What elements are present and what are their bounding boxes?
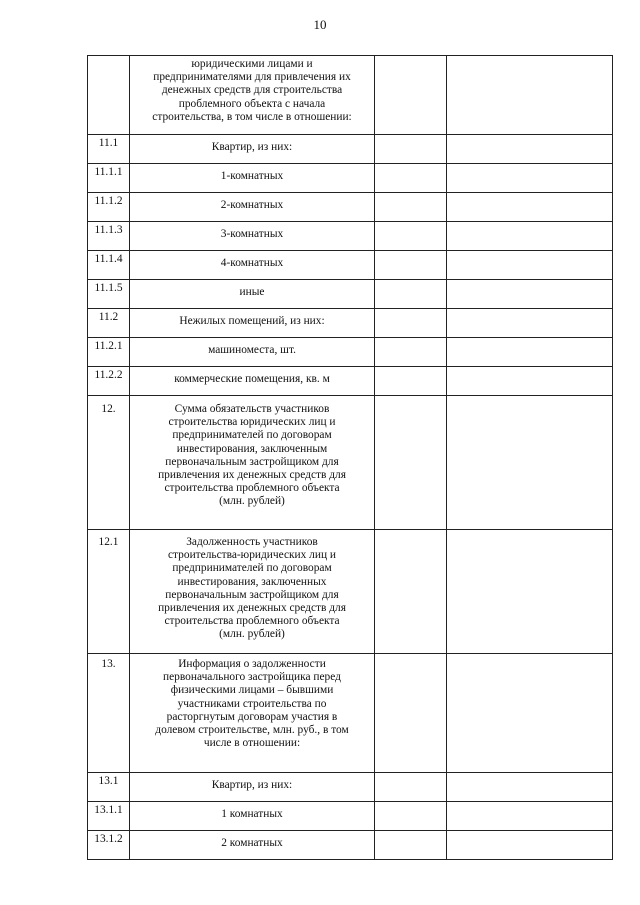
value-cell-1 [375, 164, 447, 193]
value-cell-2 [447, 135, 613, 164]
value-cell-1 [375, 309, 447, 338]
value-cell-2 [447, 309, 613, 338]
value-cell-1 [375, 802, 447, 831]
row-number: 13.1 [88, 773, 130, 802]
row-number: 13. [88, 654, 130, 773]
table-row [88, 280, 613, 309]
value-cell-1 [375, 251, 447, 280]
value-cell-2 [447, 773, 613, 802]
value-cell-1 [375, 654, 447, 773]
row-number: 13.1.2 [88, 831, 130, 860]
row-description: 1-комнатных [130, 164, 375, 193]
value-cell-2 [447, 367, 613, 396]
table-row [88, 222, 613, 251]
table-row [88, 135, 613, 164]
value-cell-1 [375, 280, 447, 309]
table-row [88, 193, 613, 222]
row-description: коммерческие помещения, кв. м [130, 367, 375, 396]
value-cell-2 [447, 802, 613, 831]
row-description: 2 комнатных [130, 831, 375, 860]
table-row [88, 773, 613, 802]
row-number: 11.1.4 [88, 251, 130, 280]
row-description: Квартир, из них: [130, 135, 375, 164]
row-description: Нежилых помещений, из них: [130, 309, 375, 338]
row-number [88, 56, 130, 135]
value-cell-2 [447, 654, 613, 773]
row-number: 11.1 [88, 135, 130, 164]
row-number: 11.1.2 [88, 193, 130, 222]
value-cell-1 [375, 773, 447, 802]
row-number: 11.2.2 [88, 367, 130, 396]
row-description: 2-комнатных [130, 193, 375, 222]
value-cell-1 [375, 135, 447, 164]
row-number: 13.1.1 [88, 802, 130, 831]
table-body [88, 56, 613, 860]
row-number: 11.2.1 [88, 338, 130, 367]
value-cell-2 [447, 193, 613, 222]
row-description: 4-комнатных [130, 251, 375, 280]
table-row [88, 831, 613, 860]
row-description: иные [130, 280, 375, 309]
row-number: 11.1.5 [88, 280, 130, 309]
value-cell-1 [375, 396, 447, 530]
value-cell-1 [375, 530, 447, 654]
report-table [87, 55, 613, 860]
value-cell-1 [375, 56, 447, 135]
value-cell-1 [375, 338, 447, 367]
table-row [88, 654, 613, 773]
row-description: 1 комнатных [130, 802, 375, 831]
value-cell-2 [447, 56, 613, 135]
row-description: Задолженность участников строительства-юридических лиц и предпринимателей по договорам инвестирования, заключенных первоначальным застройщиком для привлечения их денежных средств для строительства проблемного объекта (млн. рублей) [130, 530, 375, 654]
table-row [88, 338, 613, 367]
value-cell-2 [447, 338, 613, 367]
value-cell-1 [375, 831, 447, 860]
row-description: Сумма обязательств участников строительства юридических лиц и предпринимателей по договорам инвестирования, заключенным первоначальным застройщиком для привлечения их денежных средств для строительства проблемного объекта (млн. рублей) [130, 396, 375, 530]
value-cell-1 [375, 222, 447, 251]
table-row [88, 802, 613, 831]
row-number: 11.1.1 [88, 164, 130, 193]
row-description: 3-комнатных [130, 222, 375, 251]
table-row [88, 367, 613, 396]
row-description: юридическими лицами и предпринимателями для привлечения их денежных средств для строительства проблемного объекта с начала строительства, в том числе в отношении: [130, 56, 375, 135]
table-row [88, 530, 613, 654]
value-cell-2 [447, 831, 613, 860]
table-row [88, 396, 613, 530]
table-row [88, 164, 613, 193]
value-cell-1 [375, 193, 447, 222]
value-cell-2 [447, 280, 613, 309]
table-row [88, 56, 613, 135]
value-cell-2 [447, 396, 613, 530]
row-description: машиноместа, шт. [130, 338, 375, 367]
value-cell-2 [447, 251, 613, 280]
row-description: Информация о задолженности первоначального застройщика перед физическими лицами – бывшими участниками строительства по расторгнутым договорам участия в долевом строительстве, млн. руб., в том числе в отношении: [130, 654, 375, 773]
row-number: 12. [88, 396, 130, 530]
table-row [88, 251, 613, 280]
value-cell-2 [447, 222, 613, 251]
value-cell-2 [447, 164, 613, 193]
value-cell-1 [375, 367, 447, 396]
row-number: 11.2 [88, 309, 130, 338]
row-number: 12.1 [88, 530, 130, 654]
table-row [88, 309, 613, 338]
row-number: 11.1.3 [88, 222, 130, 251]
value-cell-2 [447, 530, 613, 654]
page-number: 10 [313, 17, 327, 32]
row-description: Квартир, из них: [130, 773, 375, 802]
